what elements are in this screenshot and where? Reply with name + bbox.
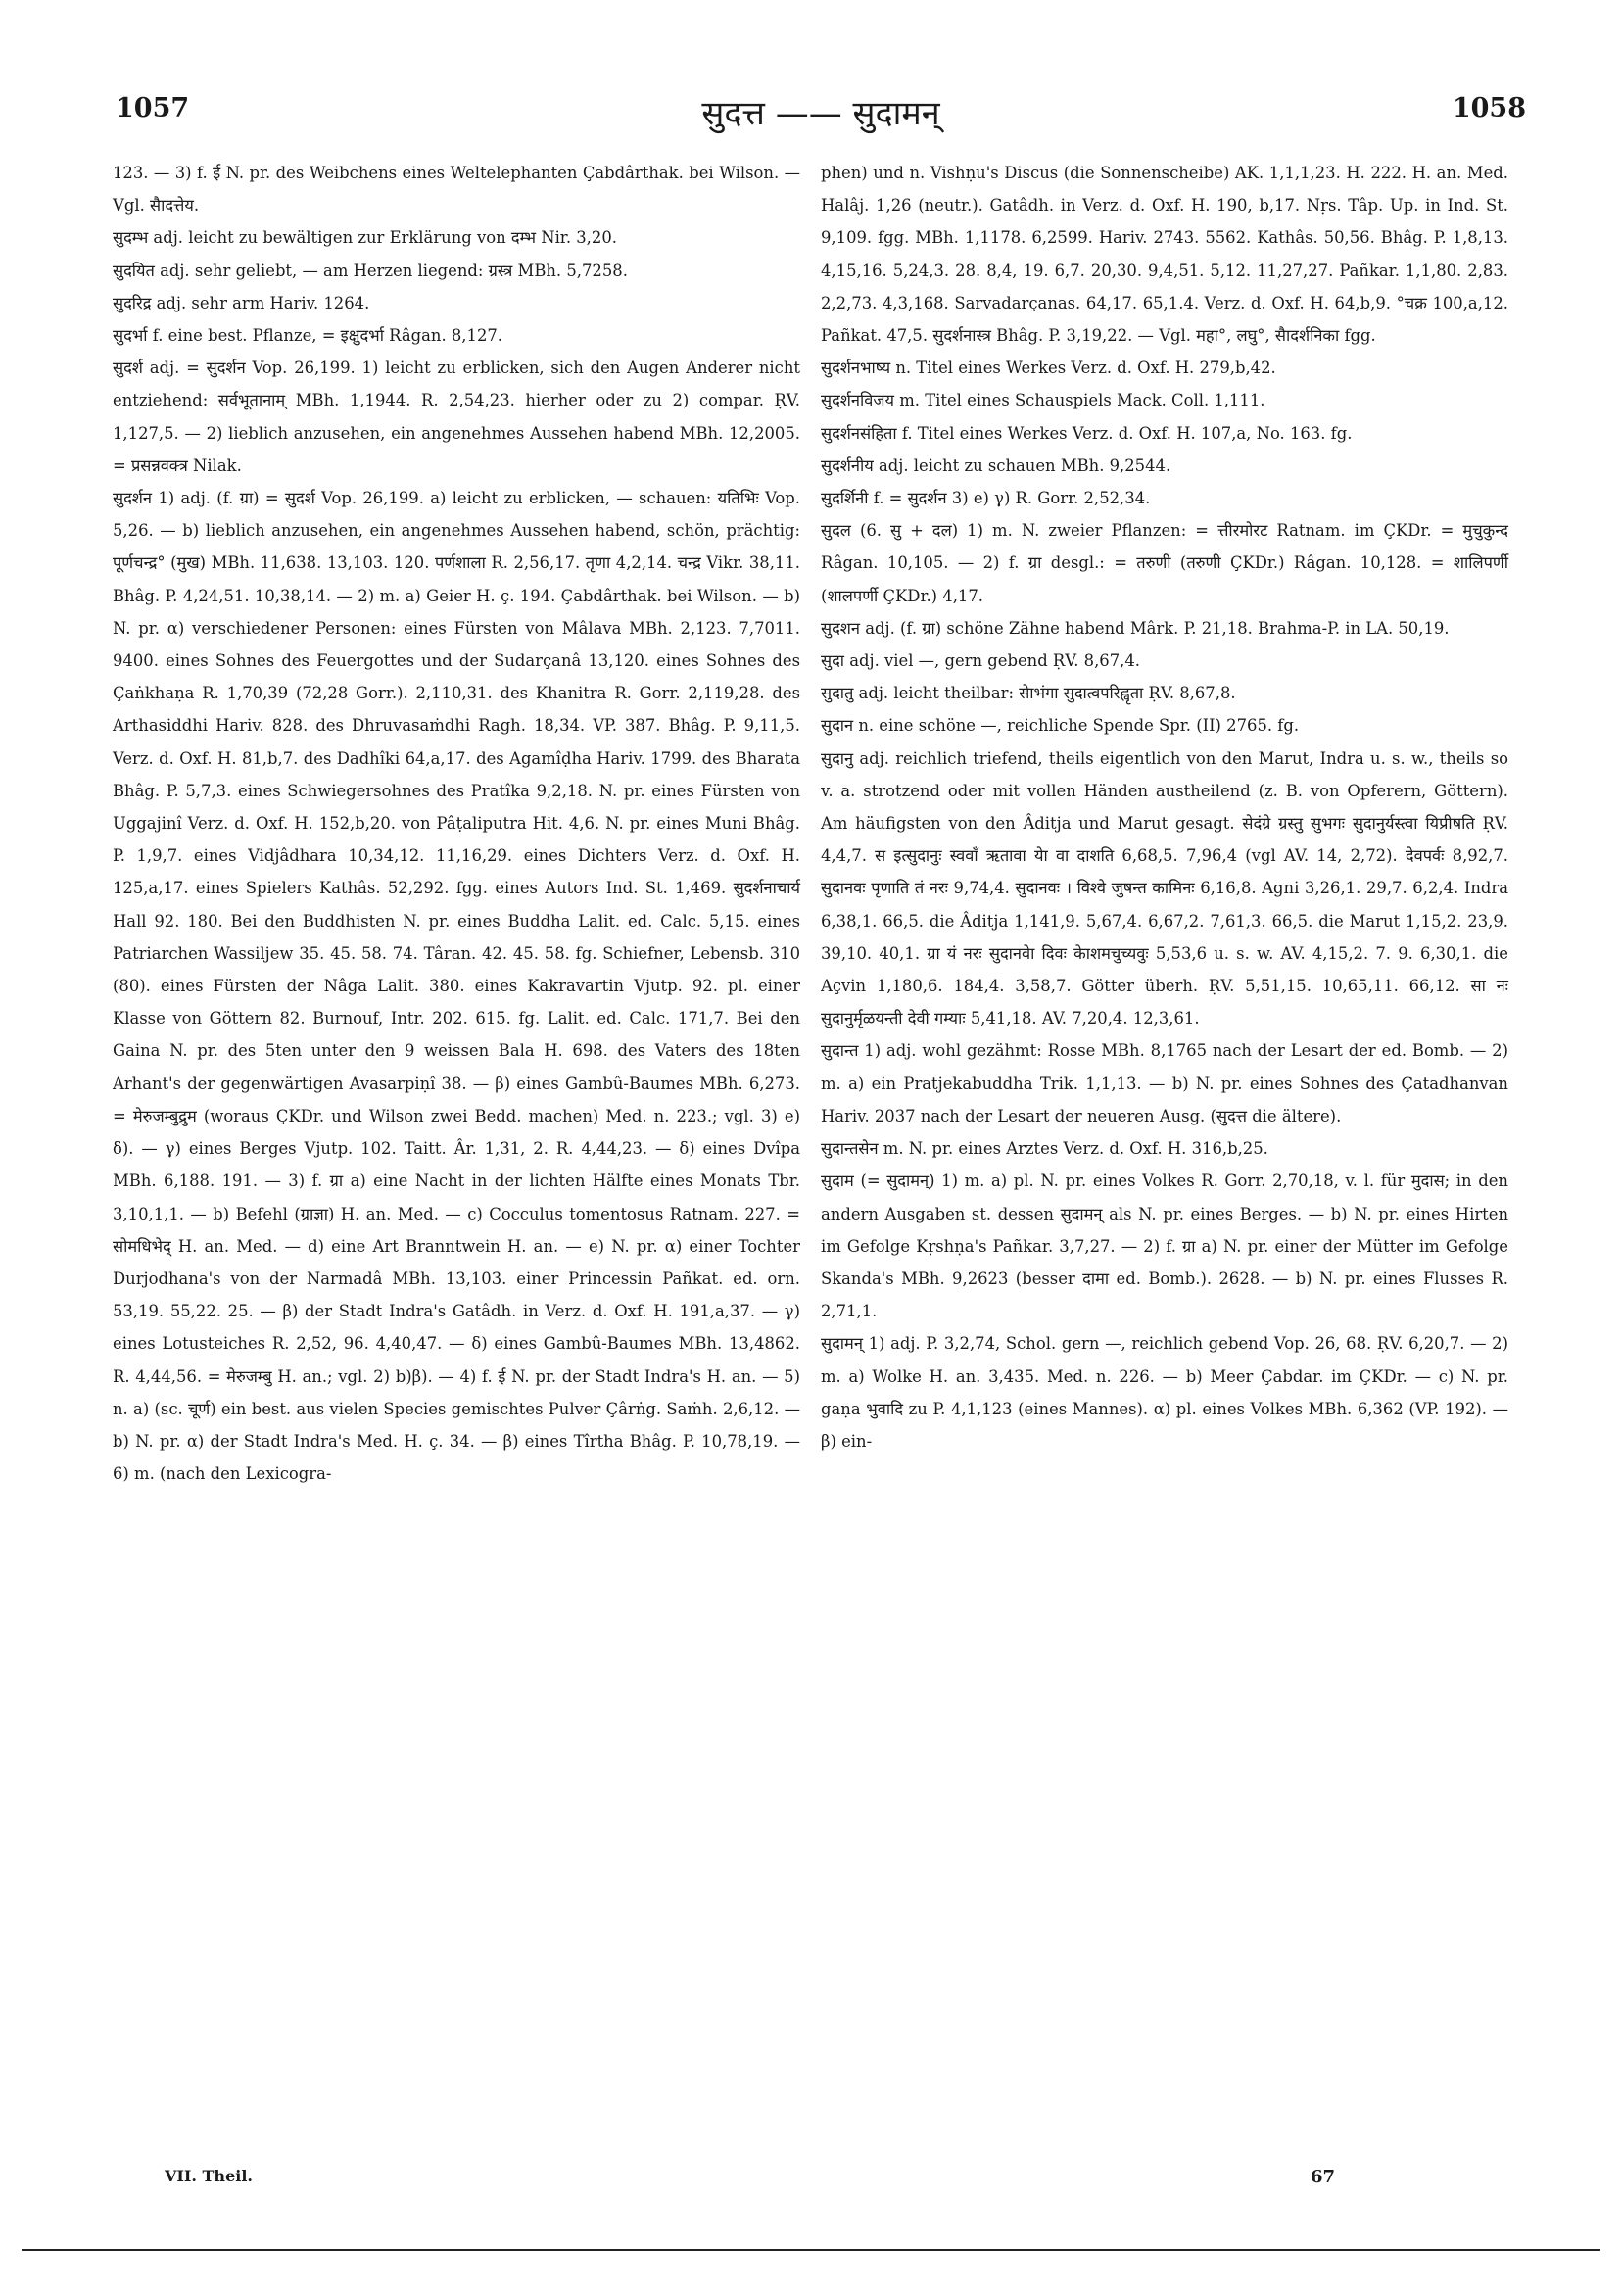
entry: सुदर्शिनी f. = सुदर्शन 3) e) γ) R. Gorr. 2,52,34. <box>821 489 1151 508</box>
entry: सुदल (6. सु + दल) 1) m. N. zweier Pflanzen: = त्तीरमोरट Ratnam. im ÇKDr. = मुचुकुन्द Râgan. 10,105. — 2) f. ग्रा desgl.: = तरुणी (तरुणी ÇKDr.) Râgan. 10,128. = शालिपर्णी (शालपर्णी ÇKDr.) 4,17. <box>821 521 1508 605</box>
entry: सुदा adj. viel —, gern gebend ṚV. 8,67,4. <box>821 651 1140 671</box>
page-number-right: 1058 <box>1452 93 1526 123</box>
sheet-number: 67 <box>1311 2167 1336 2187</box>
entry: सुदान्तसेन m. N. pr. eines Arztes Verz. d. Oxf. H. 316,b,25. <box>821 1139 1268 1159</box>
signature-mark: VII. Theil. <box>165 2167 253 2185</box>
entry: 123. — 3) f. ई N. pr. des Weibchens eines Weltelephanten Çabdârthak. bei Wilson. — Vgl. सैादत्तेय. <box>113 164 800 215</box>
entry: सुदान n. eine schöne —, reichliche Spende Spr. (II) 2765. fg. <box>821 716 1300 736</box>
entry: सुदर्शन 1) adj. (f. ग्रा) = सुदर्श Vop. 26,199. a) leicht zu erblicken, — schauen: यतिभिः Vop. 5,26. — b) lieblich anzusehen, ein angenehmes Aussehen habend, schön, prächtig: पूर्णचन्द्र° (मुख) MBh. 11,638. 13,103. 120. पर्णशाला R. 2,56,17. तृणा 4,2,14. चन्द्र Vikr. 38,11. Bhâg. P. 4,24,51. 10,38,14. — 2) m. a) Geier H. ç. 194. Çabdârthak. bei Wilson. — b) N. pr. α) verschiedener Personen: eines Fürsten von Mâlava MBh. 2,123. 7,7011. 9400. eines Sohnes des Feuergottes und der Sudarçanâ 13,120. eines Sohnes des Çaṅkhaṇa R. 1,70,39 (72,28 Gorr.). 2,110,31. des Khanitra R. Gorr. 2,119,28. des Arthasiddhi Hariv. 828. des Dhruvasaṁdhi Ragh. 18,34. VP. 387. Bhâg. P. 9,11,5. Verz. d. Oxf. H. 81,b,7. des Dadhîki 64,a,17. des Agamîḍha Hariv. 1799. des Bharata Bhâg. P. 5,7,3. eines Schwiegersohnes des Pratîka 9,2,18. N. pr. eines Fürsten von Uggajinî Verz. d. Oxf. H. 152,b,20. von Pâṭaliputra Hit. 4,6. N. pr. eines Muni Bhâg. P. 1,9,7. eines Vidjâdhara 10,34,12. 11,16,29. eines Dichters Verz. d. Oxf. H. 125,a,17. eines Spielers Kathâs. 52,292. fgg. eines Autors Ind. St. 1,469. सुदर्शनाचार्य Hall 92. 180. Bei den Buddhisten N. pr. eines Buddha Lalit. ed. Calc. 5,15. eines Patriarchen Wassiljew 35. 45. 58. 74. Târan. 42. 45. 58. fg. Schiefner, Lebensb. 310 (80). eines Fürsten der Nâga Lalit. 380. eines Kakravartin Vjutp. 92. pl. einer Klasse von Göttern 82. Burnouf, Intr. 202. 615. fg. Lalit. ed. Calc. 171,7. Bei den Gaina N. pr. des 5ten unter den 9 weissen Bala H. 698. des Vaters des 18ten Arhant's der gegenwärtigen Avasarpiṇî 38. — β) eines Gambû-Baumes MBh. 6,273. = मेरुजम्बुद्रुम (woraus ÇKDr. und Wilson zwei Bedd. machen) Med. n. 223.; vgl. 3) e) δ). — γ) eines Berges Vjutp. 102. Taitt. Âr. 1,31, 2. R. 4,44,23. — δ) eines Dvîpa MBh. 6,188. 191. — 3) f. ग्रा a) eine Nacht in der lichten Hälfte eines Monats Tbr. 3,10,1,1. — b) Befehl (ग्राज्ञा) H. an. Med. — c) Cocculus tomentosus Ratnam. 227. = सोमधिभेद् H. an. Med. — d) eine Art Branntwein H. an. — e) N. pr. α) einer Tochter Durjodhana's von der Narmadâ MBh. 13,103. einer Princessin Pañkat. ed. orn. 53,19. 55,22. 25. — β) der Stadt Indra's Gatâdh. in Verz. d. Oxf. H. 191,a,37. — γ) eines Lotusteiches R. 2,52, 96. 4,40,47. — δ) eines Gambû-Baumes MBh. 13,4862. R. 4,44,56. = मेरुजम्बु H. an.; vgl. 2) b)β). — 4) f. ई N. pr. der Stadt Indra's H. an. — 5) n. a) (sc. चूर्ण) ein best. aus vielen Species gemischtes Pulver Çârṅg. Saṁh. 2,6,12. — b) N. pr. α) der Stadt Indra's Med. H. ç. 34. — β) eines Tîrtha Bhâg. P. 10,78,19. — 6) m. (nach den Lexicogra- <box>113 489 800 1484</box>
entry: सुदर्शनसंहिता f. Titel eines Werkes Verz. d. Oxf. H. 107,a, No. 163. fg. <box>821 423 1353 443</box>
entry: सुदर्भा f. eine best. Pflanze, = इक्षुदर्भा Râgan. 8,127. <box>113 326 503 346</box>
entry: सुदर्शनीय adj. leicht zu schauen MBh. 9,2544. <box>821 455 1171 475</box>
entry: सुदातु adj. leicht theilbar: सेाभंगा सुदात्वपरिह्वृता ṚV. 8,67,8. <box>821 684 1236 703</box>
running-head: सुदत्त —— सुदामन् <box>701 94 940 133</box>
entry: सुदान्त 1) adj. wohl gezähmt: Rosse MBh. 8,1765 nach der Lesart der ed. Bomb. — 2) m. a) ein Pratjekabuddha Trik. 1,1,13. — b) N. pr. eines Sohnes des Çatadhanvan Hariv. 2037 nach der Lesart der neueren Ausg. (सुदत्त die ältere). <box>821 1041 1508 1125</box>
left-column <box>113 157 800 1490</box>
bottom-rule <box>22 2249 1600 2251</box>
entry: सुदर्श adj. = सुदर्शन Vop. 26,199. 1) leicht zu erblicken, sich den Augen Anderer nicht entziehend: सर्वभूतानाम् MBh. 1,1944. R. 2,54,23. hierher oder zu 2) compar. ṚV. 1,127,5. — 2) lieblich anzusehen, ein angenehmes Aussehen habend MBh. 12,2005. = प्रसन्नवक्त्र Nilak. <box>113 359 800 475</box>
entry: सुदयित adj. sehr geliebt, — am Herzen liegend: ग्रस्त्र MBh. 5,7258. <box>113 261 628 280</box>
entry: सुदर्शनविजय m. Titel eines Schauspiels Mack. Coll. 1,111. <box>821 391 1265 410</box>
entry: सुदशन adj. (f. ग्रा) schöne Zähne habend Mârk. P. 21,18. Brahma-P. in LA. 50,19. <box>821 618 1450 638</box>
entry: सुदरिद्र adj. sehr arm Hariv. 1264. <box>113 293 370 312</box>
entry: सुदामन् 1) adj. P. 3,2,74, Schol. gern —, reichlich gebend Vop. 26, 68. ṚV. 6,20,7. — 2) m. a) Wolke H. an. 3,435. Med. n. 226. — b) Meer Çabdar. im ÇKDr. — c) N. pr. gaṇa भुवादि zu P. 4,1,123 (eines Mannes). α) pl. eines Volkes MBh. 6,362 (VP. 192). — β) ein- <box>821 1334 1508 1451</box>
entry: सुदानु adj. reichlich triefend, theils eigentlich von den Marut, Indra u. s. w., theils so v. a. strotzend oder mit vollen Händen austheilend (z. B. von Opferern, Göttern). Am häufigsten von den Âditja und Marut gesagt. सेदंग्रे ग्रस्तु सुभगः सुदानुर्यस्त्वा यिप्रीषति ṚV. 4,4,7. स इत्सुदानुः स्ववाँ ऋतावा येा वा दाशति 6,68,5. 7,96,4 (vgl AV. 14, 2,72). देवपर्वः 8,92,7. सुदानवः पृणाति तं नरः 9,74,4. सुदानवः । विश्वे जुषन्त कामिनः 6,16,8. Agni 3,26,1. 29,7. 6,2,4. Indra 6,38,1. 66,5. die Âditja 1,141,9. 5,67,4. 6,67,2. 7,61,3. 66,5. die Marut 1,15,2. 23,9. 39,10. 40,1. ग्रा यं नरः सुदानवेा दिवः केाशमचुच्यवुः 5,53,6 u. s. w. AV. 4,15,2. 7. 9. 6,30,1. die Açvin 1,180,6. 184,4. 3,58,7. Götter überh. ṚV. 5,51,15. 10,65,11. 66,12. सा नः सुदानुर्मृळयन्ती देवी गम्याः 5,41,18. AV. 7,20,4. 12,3,61. <box>821 748 1508 1028</box>
page-header <box>116 93 1526 142</box>
entry: सुदम्भ adj. leicht zu bewältigen zur Erklärung von दम्भ Nir. 3,20. <box>113 228 617 248</box>
page-number-left: 1057 <box>116 93 190 123</box>
entry: सुदाम (= सुदामन्) 1) m. a) pl. N. pr. eines Volkes R. Gorr. 2,70,18, v. l. für मुदास; in den andern Ausgaben st. dessen सुदामन् als N. pr. eines Berges. — b) N. pr. eines Hirten im Gefolge Kṛshṇa's Pañkar. 3,7,27. — 2) f. ग्रा a) N. pr. einer der Mütter im Gefolge Skanda's MBh. 9,2623 (besser दामा ed. Bomb.). 2628. — b) N. pr. eines Flusses R. 2,71,1. <box>821 1172 1508 1321</box>
entry: सुदर्शनभाष्य n. Titel eines Werkes Verz. d. Oxf. H. 279,b,42. <box>821 359 1276 378</box>
right-column <box>821 157 1508 1458</box>
entry: phen) und n. Vishṇu's Discus (die Sonnenscheibe) AK. 1,1,1,23. H. 222. H. an. Med. Halâj. 1,26 (neutr.). Gatâdh. in Verz. d. Oxf. H. 190, b,17. Nṛs. Tâp. Up. in Ind. St. 9,109. fgg. MBh. 1,1178. 6,2599. Hariv. 2743. 5562. Kathâs. 50,56. Bhâg. P. 1,8,13. 4,15,16. 5,24,3. 28. 8,4, 19. 6,7. 20,30. 9,4,51. 5,12. 11,27,27. Pañkar. 1,1,80. 2,83. 2,2,73. 4,3,168. Sarvadarçanas. 64,17. 65,1.4. Verz. d. Oxf. H. 64,b,9. °चक्र 100,a,12. Pañkat. 47,5. सुदर्शनास्त्र Bhâg. P. 3,19,22. — Vgl. महा°, लघु°, सैादर्शनिका fgg. <box>821 164 1508 346</box>
